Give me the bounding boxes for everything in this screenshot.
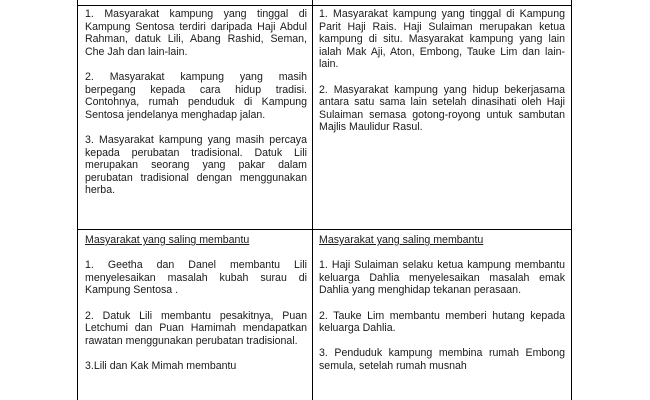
paragraph: 3. Penduduk kampung membina rumah Embong semula, setelah rumah musnah <box>319 347 565 372</box>
paragraph: 1. Masyarakat kampung yang tinggal di Kampung Parit Haji Rais. Haji Sulaiman merupakan ketua kampung di situ. Masyarakat kampung yang lain ialah Mak Aji, Aton, Embong, Tauke Lim dan lain-lain. <box>319 8 565 71</box>
column-divider <box>312 0 313 400</box>
cell-right-top <box>319 8 565 134</box>
paragraph: 1. Haji Sulaiman selaku ketua kampung membantu keluarga Dahlia menyelesaikan masalah emak Dahlia yang menghidap tekanan perasaan. <box>319 259 565 297</box>
cell-left-top <box>85 8 307 197</box>
paragraph: 2. Datuk Lili membantu pesakitnya, Puan Letchumi dan Puan Hamimah mendapatkan rawatan menggunakan perubatan tradisional. <box>85 309 307 347</box>
paragraph: 3.Lili dan Kak Mimah membantu <box>85 359 237 372</box>
paragraph: 1. Geetha dan Danel membantu Lili menyelesaikan masalah kubah surau di Kampung Sentosa . <box>85 259 307 297</box>
row-divider-top <box>77 5 572 6</box>
row-divider-middle <box>77 229 572 230</box>
paragraph: 2. Masyarakat kampung yang hidup bekerjasama antara satu sama lain setelah dinasihati oleh Haji Sulaiman semasa gotong-royong untuk sambutan Majlis Maulidur Rasul. <box>319 83 565 134</box>
cell-right-bottom <box>319 234 565 373</box>
paragraph: 1. Masyarakat kampung yang tinggal di Kampung Sentosa terdiri daripada Haji Abdul Rahman, datuk Lili, Abang Rashid, Seman, Che Jah dan lain-lain. <box>85 8 307 58</box>
section-heading: Masyarakat yang saling membantu <box>85 234 250 246</box>
paragraph: 2. Tauke Lim membantu memberi hutang kepada keluarga Dahlia. <box>319 309 565 335</box>
paragraph: 3. Masyarakat kampung yang masih percaya kepada perubatan tradisional. Datuk Lili merupakan seorang yang pakar dalam perubatan tradisional dengan menggunakan herba. <box>85 133 307 197</box>
section-heading: Masyarakat yang saling membantu <box>319 234 484 246</box>
paragraph: 2. Masyarakat kampung yang masih berpegang kepada cara hidup tradisi. Contohnya, rumah penduduk di Kampung Sentosa jendelanya menghadap jalan. <box>85 70 307 121</box>
cell-left-bottom <box>85 234 307 373</box>
